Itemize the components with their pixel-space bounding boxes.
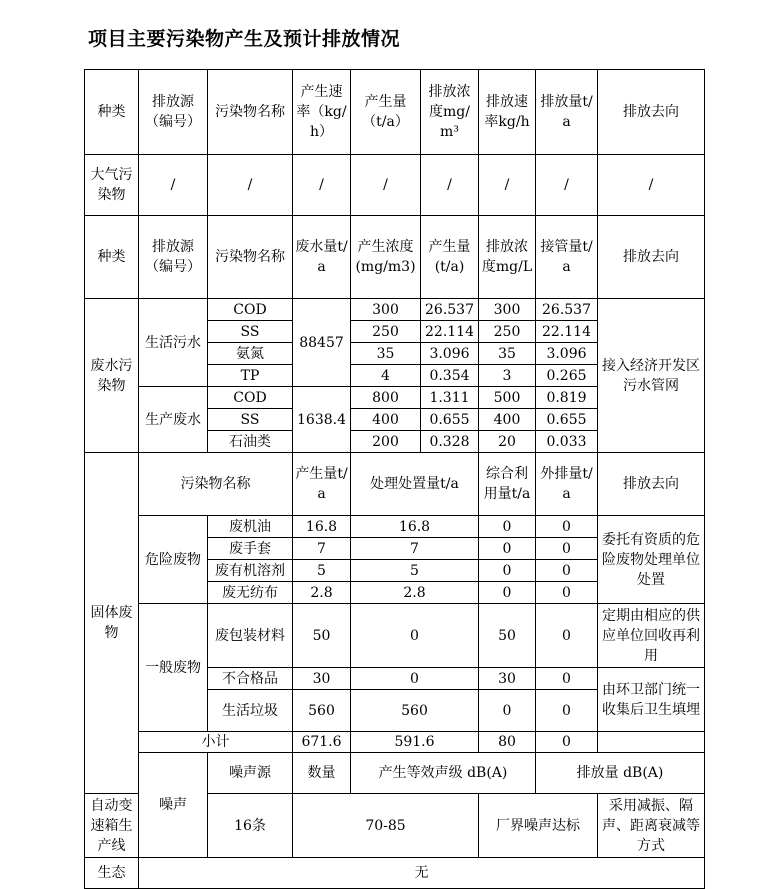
general-destination-sanitation: 由环卫部门统一收集后卫生填埋 — [598, 668, 705, 732]
water-emis-conc: 500 — [479, 387, 536, 409]
solid-treat: 5 — [351, 560, 479, 582]
water-prod: 0.655 — [421, 409, 479, 431]
ecology-category: 生态 — [85, 858, 139, 889]
solid-header-row — [85, 453, 705, 516]
noise-level: 70-85 — [293, 794, 479, 858]
noise-header-emission: 排放量 dB(A) — [536, 753, 705, 794]
water-prod: 1.311 — [421, 387, 479, 409]
water-emis-conc: 300 — [479, 299, 536, 321]
solid-prod: 2.8 — [293, 582, 351, 604]
subtotal-treat: 591.6 — [351, 732, 479, 753]
water-conc: 4 — [351, 365, 421, 387]
water-source-production: 生产废水 — [139, 387, 208, 453]
solid-treat: 560 — [351, 690, 479, 732]
water-emis-conc: 3 — [479, 365, 536, 387]
air-header-source: 排放源（编号） — [139, 70, 208, 155]
water-discharge: 0.819 — [536, 387, 598, 409]
solid-treat: 7 — [351, 538, 479, 560]
noise-header-row — [85, 753, 705, 794]
solid-use: 30 — [479, 668, 536, 690]
water-pollutant: SS — [208, 321, 293, 343]
solid-use: 0 — [479, 690, 536, 732]
general-destination-recycle: 定期由相应的供应单位回收再利用 — [598, 604, 705, 668]
air-header-emission: 排放量t/a — [536, 70, 598, 155]
water-header-discharge: 接管量t/a — [536, 216, 598, 299]
solid-prod: 560 — [293, 690, 351, 732]
solid-out: 0 — [536, 516, 598, 538]
water-prod: 26.537 — [421, 299, 479, 321]
solid-name: 废机油 — [208, 516, 293, 538]
solid-out: 0 — [536, 538, 598, 560]
water-header-emis-conc: 排放浓度mg/L — [479, 216, 536, 299]
air-header-type: 种类 — [85, 70, 139, 155]
air-cell: / — [421, 155, 479, 216]
solid-name: 废有机溶剂 — [208, 560, 293, 582]
noise-note: 采用减振、隔声、距离衰减等方式 — [598, 794, 705, 858]
air-data-row — [85, 155, 705, 216]
solid-prod: 7 — [293, 538, 351, 560]
water-pollutant: TP — [208, 365, 293, 387]
solid-header-name: 污染物名称 — [139, 453, 293, 516]
air-header-conc: 排放浓度mg/m³ — [421, 70, 479, 155]
water-header-source: 排放源（编号） — [139, 216, 208, 299]
water-pollutant: 石油类 — [208, 431, 293, 453]
air-header-amount: 产生量（t/a） — [351, 70, 421, 155]
solid-use: 0 — [479, 582, 536, 604]
water-pollutant: COD — [208, 299, 293, 321]
air-header-rate: 产生速率（kg/h） — [293, 70, 351, 155]
solid-out: 0 — [536, 690, 598, 732]
water-row — [85, 299, 705, 321]
air-header-row — [85, 70, 705, 155]
air-header-emission-rate: 排放速率kg/h — [479, 70, 536, 155]
solid-header-out: 外排量t/a — [536, 453, 598, 516]
water-discharge: 0.033 — [536, 431, 598, 453]
noise-emission: 厂界噪声达标 — [479, 794, 598, 858]
solid-treat: 0 — [351, 668, 479, 690]
noise-count: 16条 — [208, 794, 293, 858]
water-volume: 88457 — [293, 299, 351, 387]
water-conc: 300 — [351, 299, 421, 321]
water-pollutant: 氨氮 — [208, 343, 293, 365]
solid-header-treat: 处理处置量t/a — [351, 453, 479, 516]
water-prod: 0.328 — [421, 431, 479, 453]
solid-prod: 16.8 — [293, 516, 351, 538]
air-cell: / — [351, 155, 421, 216]
water-prod: 0.354 — [421, 365, 479, 387]
water-category: 废水污染物 — [85, 299, 139, 453]
water-conc: 200 — [351, 431, 421, 453]
water-pollutant: SS — [208, 409, 293, 431]
solid-prod: 30 — [293, 668, 351, 690]
subtotal-label: 小计 — [139, 732, 293, 753]
solid-use: 0 — [479, 538, 536, 560]
subtotal-prod: 671.6 — [293, 732, 351, 753]
water-discharge: 0.655 — [536, 409, 598, 431]
water-header-destination: 排放去向 — [598, 216, 705, 299]
solid-treat: 0 — [351, 604, 479, 668]
air-cell: / — [598, 155, 705, 216]
subtotal-use: 80 — [479, 732, 536, 753]
solid-name: 废无纺布 — [208, 582, 293, 604]
solid-use: 50 — [479, 604, 536, 668]
hazardous-destination: 委托有资质的危险废物处理单位处置 — [598, 516, 705, 604]
solid-header-destination: 排放去向 — [598, 453, 705, 516]
general-label: 一般废物 — [139, 604, 208, 732]
solid-treat: 16.8 — [351, 516, 479, 538]
solid-name: 废手套 — [208, 538, 293, 560]
noise-header-level: 产生等效声级 dB(A) — [351, 753, 536, 794]
solid-header-use: 综合利用量t/a — [479, 453, 536, 516]
hazardous-label: 危险废物 — [139, 516, 208, 604]
solid-out: 0 — [536, 668, 598, 690]
noise-category: 噪声 — [139, 753, 208, 858]
air-cell: / — [139, 155, 208, 216]
subtotal-empty — [598, 732, 705, 753]
subtotal-row — [85, 732, 705, 753]
water-header-conc: 产生浓度(mg/m3) — [351, 216, 421, 299]
water-header-row — [85, 216, 705, 299]
water-discharge: 0.265 — [536, 365, 598, 387]
air-cell: / — [536, 155, 598, 216]
solid-name: 生活垃圾 — [208, 690, 293, 732]
noise-header-source: 噪声源 — [208, 753, 293, 794]
water-pollutant: COD — [208, 387, 293, 409]
solid-prod: 5 — [293, 560, 351, 582]
water-emis-conc: 35 — [479, 343, 536, 365]
water-conc: 400 — [351, 409, 421, 431]
water-header-prod: 产生量(t/a) — [421, 216, 479, 299]
noise-header-count: 数量 — [293, 753, 351, 794]
ecology-value: 无 — [139, 858, 705, 889]
water-source-domestic: 生活污水 — [139, 299, 208, 387]
air-cell: / — [208, 155, 293, 216]
air-header-destination: 排放去向 — [598, 70, 705, 155]
solid-header-prod: 产生量t/a — [293, 453, 351, 516]
water-conc: 800 — [351, 387, 421, 409]
pollutant-table — [84, 69, 705, 889]
water-header-volume: 废水量t/a — [293, 216, 351, 299]
water-discharge: 3.096 — [536, 343, 598, 365]
solid-row — [85, 516, 705, 538]
solid-treat: 2.8 — [351, 582, 479, 604]
water-emis-conc: 20 — [479, 431, 536, 453]
solid-out: 0 — [536, 604, 598, 668]
solid-out: 0 — [536, 560, 598, 582]
water-emis-conc: 250 — [479, 321, 536, 343]
noise-source: 自动变速箱生产线 — [85, 794, 139, 858]
water-conc: 35 — [351, 343, 421, 365]
air-category: 大气污染物 — [85, 155, 139, 216]
ecology-row — [85, 858, 705, 889]
solid-category: 固体废物 — [85, 453, 139, 794]
water-emis-conc: 400 — [479, 409, 536, 431]
water-destination: 接入经济开发区污水管网 — [598, 299, 705, 453]
water-volume: 1638.4 — [293, 387, 351, 453]
air-cell: / — [479, 155, 536, 216]
solid-prod: 50 — [293, 604, 351, 668]
water-header-type: 种类 — [85, 216, 139, 299]
water-prod: 3.096 — [421, 343, 479, 365]
water-discharge: 22.114 — [536, 321, 598, 343]
solid-name: 废包装材料 — [208, 604, 293, 668]
air-cell: / — [293, 155, 351, 216]
air-header-pollutant: 污染物名称 — [208, 70, 293, 155]
solid-row — [85, 604, 705, 668]
water-conc: 250 — [351, 321, 421, 343]
solid-out: 0 — [536, 582, 598, 604]
solid-use: 0 — [479, 516, 536, 538]
page-title: 项目主要污染物产生及预计排放情况 — [88, 28, 401, 50]
water-discharge: 26.537 — [536, 299, 598, 321]
solid-use: 0 — [479, 560, 536, 582]
solid-name: 不合格品 — [208, 668, 293, 690]
water-prod: 22.114 — [421, 321, 479, 343]
water-header-pollutant: 污染物名称 — [208, 216, 293, 299]
subtotal-out: 0 — [536, 732, 598, 753]
